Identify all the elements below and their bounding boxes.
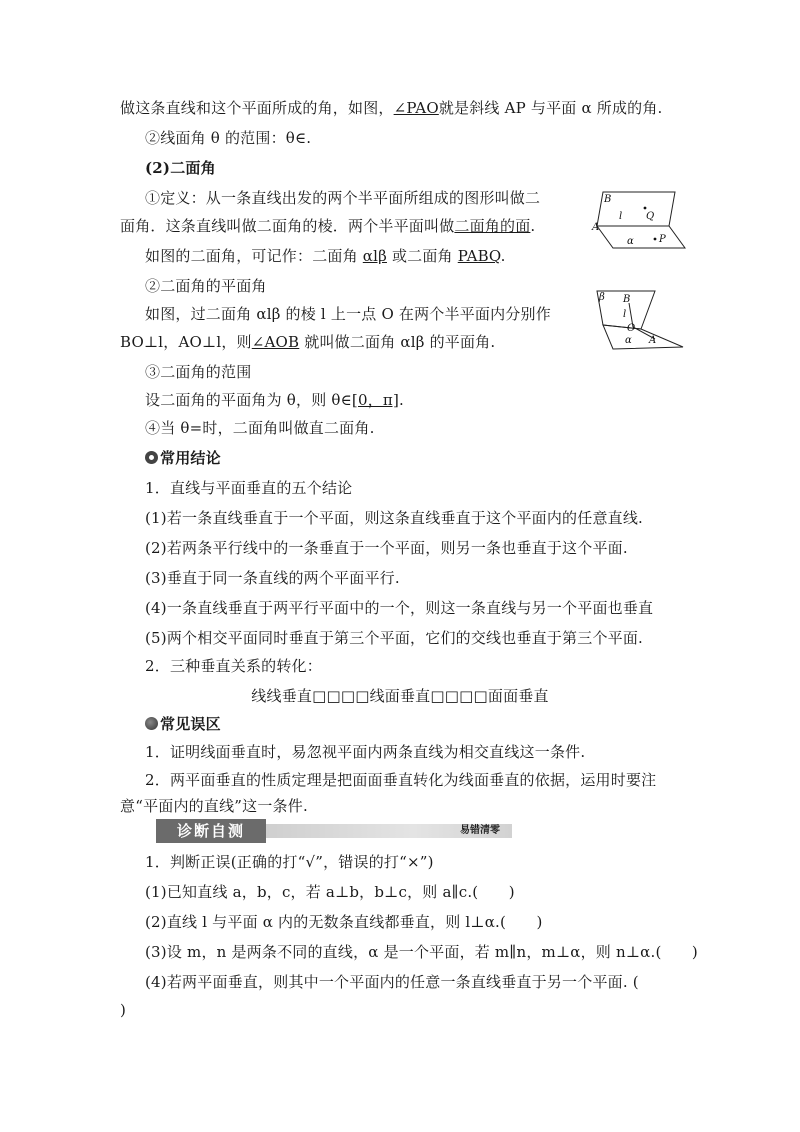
figure-label: B [604, 194, 612, 205]
plane-angle-line-1: 如图，过二面角 αlβ 的棱 l 上一点 O 在两个半平面内分别作 [145, 305, 551, 323]
conclusion-line: (4)一条直线垂直于两平行平面中的一个，则这一条直线与另一个平面也垂直 [145, 599, 654, 617]
dihedral-figure-1 [593, 186, 689, 252]
text: 设二面角的平面角为 θ，则 θ∈ [145, 391, 352, 409]
exercise-item-tail: ) [120, 1001, 127, 1019]
figure-label: B [623, 294, 631, 305]
dihedral-figure-2 [593, 287, 689, 353]
conclusion-line: (3)垂直于同一条直线的两个平面平行. [145, 569, 400, 587]
figure-label: Q [646, 211, 655, 222]
banner-label: 诊断自测 [156, 819, 266, 843]
definition-line-1: ①定义：从一条直线出发的两个半平面所组成的图形叫做二 [145, 189, 541, 207]
conclusion-line: (2)若两条平行线中的一条垂直于一个平面，则另一条也垂直于这个平面. [145, 539, 628, 557]
text: . [500, 247, 506, 265]
range-line [145, 390, 404, 410]
range-heading: ③二面角的范围 [145, 363, 252, 381]
conclusions-heading [145, 448, 221, 468]
text: BO⊥l，AO⊥l，则 [120, 333, 252, 351]
figure-label: α [625, 335, 632, 346]
right-dihedral-line: ④当 θ=时，二面角叫做直二面角. [145, 419, 375, 437]
dihedral-diagram-1 [593, 186, 689, 252]
text: 就叫做二面角 αlβ 的平面角. [299, 333, 496, 351]
section-heading-dihedral: (2)二面角 [145, 159, 216, 177]
section-banner [156, 819, 512, 843]
figure-label: P [659, 234, 666, 245]
figure-label: β [599, 292, 605, 303]
figure-label: O [627, 323, 636, 334]
plane-angle-heading: ②二面角的平面角 [145, 277, 267, 295]
mistake-line: 2．两平面垂直的性质定理是把面面垂直转化为线面垂直的依据，运用时要注 [145, 771, 657, 789]
text: 做这条直线和这个平面所成的角，如图， [120, 99, 394, 117]
figure-label: l [623, 309, 627, 320]
text: . [399, 391, 404, 409]
underlined-answer: PABQ [457, 247, 501, 265]
exercise-instructions: 1．判断正误(正确的打“√”，错误的打“×”) [145, 853, 434, 871]
exercise-item: (4)若两平面垂直，则其中一个平面内的任意一条直线垂直于另一个平面. ( [145, 973, 639, 991]
exercise-item: (2)直线 l 与平面 α 内的无数条直线都垂直，则 l⊥α.( ) [145, 913, 543, 931]
exercise-item: (3)设 m，n 是两条不同的直线，α 是一个平面，若 m∥n，m⊥α，则 n⊥α.( ) [145, 943, 698, 961]
text: . [530, 217, 536, 235]
plane-angle-line-2 [120, 332, 495, 352]
conclusion-line: (5)两个相交平面同时垂直于第三个平面，它们的交线也垂直于第三个平面. [145, 629, 644, 647]
mistake-line: 1．证明线面垂直时，易忽视平面内两条直线为相交直线这一条件. [145, 743, 586, 761]
mistakes-title: 常见误区 [160, 715, 221, 733]
mistake-line: 意“平面内的直线”这一条件. [120, 797, 308, 815]
banner-tag: 易错清零 [460, 825, 500, 836]
figure-label: l [619, 211, 623, 222]
figure-label: A [592, 222, 600, 233]
underlined-answer: 二面角的面 [454, 217, 531, 235]
paragraph-line-angle-pao [120, 98, 663, 118]
underlined-answer: ∠AOB [251, 333, 300, 351]
dihedral-diagram-2 [593, 287, 689, 353]
underlined-answer: αlβ [362, 247, 387, 265]
exercise-item: (1)已知直线 a，b，c，若 a⊥b，b⊥c，则 a∥c.( ) [145, 883, 515, 901]
bulb-icon [145, 717, 158, 730]
gear-icon [145, 451, 158, 464]
text: 或二面角 [386, 247, 458, 265]
text: 面角．这条直线叫做二面角的棱．两个半平面叫做 [120, 217, 455, 235]
perpendicular-chain: 线线垂直□□□□线面垂直□□□□面面垂直 [251, 687, 549, 705]
text: 如图的二面角，可记作：二面角 [145, 247, 363, 265]
figure-label: A [649, 335, 657, 346]
conclusions-item-2: 2．三种垂直关系的转化： [145, 657, 322, 675]
definition-line-2 [120, 216, 535, 236]
mistakes-heading [145, 714, 221, 734]
text: 就是斜线 AP 与平面 α 所成的角. [438, 99, 663, 117]
conclusion-line: (1)若一条直线垂直于一个平面，则这条直线垂直于这个平面内的任意直线. [145, 509, 644, 527]
figure-label: α [627, 236, 634, 247]
conclusions-item-1: 1．直线与平面垂直的五个结论 [145, 479, 353, 497]
underlined-answer: [0，π] [351, 391, 400, 409]
conclusions-title: 常用结论 [160, 449, 221, 467]
notation-line [145, 246, 506, 266]
underlined-answer: ∠PAO [393, 99, 439, 117]
line-angle-range: ②线面角 θ 的范围：θ∈. [145, 129, 312, 147]
